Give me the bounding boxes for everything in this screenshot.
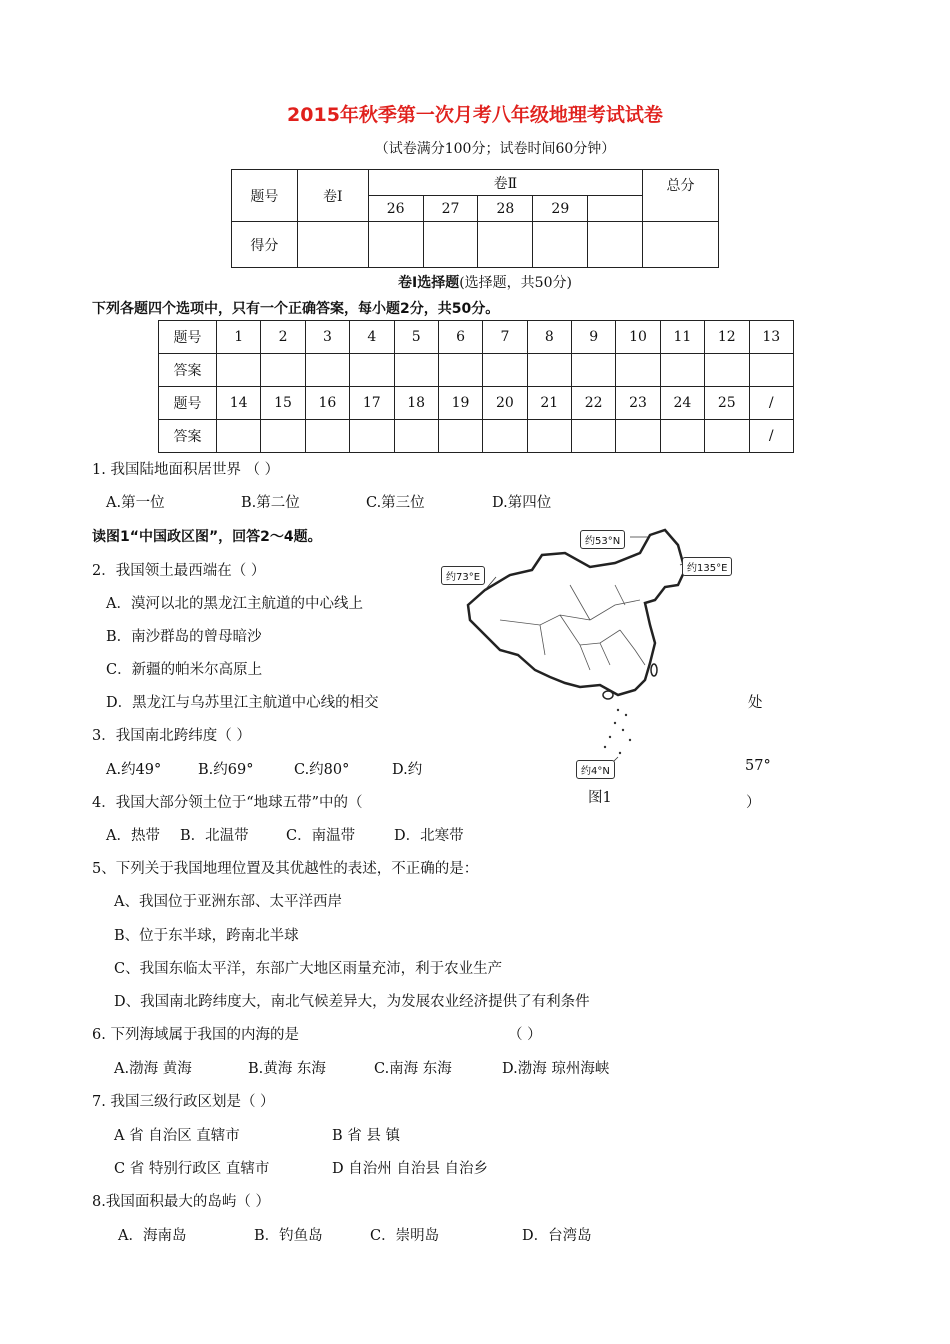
q7-option-b: B 省 县 镇 [332,1128,400,1144]
answer-table-number: / [749,387,794,420]
q7-option-a: A 省 自治区 直辖市 [114,1128,240,1144]
q2-stem: 2．我国领土最西端在（ ） [92,563,266,579]
q5-option-a: A、我国位于亚洲东部、太平洋西岸 [114,894,342,910]
answer-table [158,320,794,453]
q2-option-b: B．南沙群岛的曾母暗沙 [106,629,262,645]
answer-table-number: 9 [572,321,616,354]
answer-table-slash: / [749,420,794,453]
q1-option-d: D.第四位 [492,495,552,511]
q5-option-b: B、位于东半球，跨南北半球 [114,928,299,944]
score-cell[interactable] [588,222,643,268]
answer-cell[interactable] [527,420,571,453]
score-cell[interactable] [368,222,423,268]
answer-cell[interactable] [394,354,438,387]
answer-cell[interactable] [616,420,660,453]
score-table [231,169,719,268]
q7-option-d: D 自治州 自治县 自治乡 [332,1161,488,1177]
score-cell[interactable] [297,222,368,268]
score-table-num [588,196,643,222]
score-table-defen: 得分 [232,222,298,268]
q5-option-c: C、我国东临太平洋，东部广大地区雨量充沛，利于农业生产 [114,961,503,977]
q4-stem: 4．我国大部分领土位于“地球五带”中的（ [92,795,363,811]
answer-table-number: 6 [438,321,482,354]
answer-table-daan-label: 答案 [159,354,217,387]
answer-table-number: 7 [483,321,527,354]
answer-table-number: 17 [350,387,394,420]
map-label-73e: 约73°E [441,566,485,585]
q6-paren: （ ） [508,1027,542,1043]
taiwan-island [651,664,657,676]
answer-table-number: 20 [483,387,527,420]
answer-table-number: 16 [305,387,349,420]
answer-cell[interactable] [572,354,616,387]
answer-cell[interactable] [305,354,349,387]
score-table-num: 26 [368,196,423,222]
answer-cell[interactable] [660,420,704,453]
answer-table-number: 19 [438,387,482,420]
answer-table-number: 14 [217,387,261,420]
south-sea-islands [604,709,631,754]
answer-cell[interactable] [616,354,660,387]
q8-option-a: A．海南岛 [118,1228,187,1244]
q8-option-c: C．崇明岛 [370,1228,440,1244]
answer-cell[interactable] [705,354,749,387]
answer-table-tihao-label: 题号 [159,387,217,420]
answer-cell[interactable] [350,354,394,387]
score-cell[interactable] [533,222,588,268]
score-table-tihao: 题号 [232,170,298,222]
section1-title-bold: 卷Ⅰ选择题 [398,275,460,291]
q1-option-b: B.第二位 [241,495,300,511]
answer-cell[interactable] [483,420,527,453]
q4-close-paren: ） [746,795,761,811]
answer-table-number: 21 [527,387,571,420]
answer-table-number: 11 [660,321,704,354]
answer-table-number: 12 [705,321,749,354]
q8-option-d: D．台湾岛 [522,1228,592,1244]
q2-option-c: C．新疆的帕米尔高原上 [106,662,263,678]
page-subtitle: （试卷满分100分；试卷时间60分钟） [374,141,616,157]
q8-option-b: B．钓鱼岛 [254,1228,323,1244]
q2-option-d: D．黑龙江与乌苏里江主航道中心线的相交 [106,695,379,711]
q3-option-a: A.约49° [106,762,162,778]
q4-option-d: D．北寒带 [394,828,464,844]
q1-stem: 1. 我国陆地面积居世界 （ ） [92,462,280,478]
score-table-num: 27 [423,196,478,222]
answer-table-number: 4 [350,321,394,354]
score-table-juan1: 卷Ⅰ [297,170,368,222]
q4-option-c: C．南温带 [286,828,356,844]
score-cell[interactable] [478,222,533,268]
answer-cell[interactable] [394,420,438,453]
answer-table-number: 23 [616,387,660,420]
map-caption: 图1 [588,790,612,806]
answer-cell[interactable] [483,354,527,387]
answer-table-number: 10 [616,321,660,354]
answer-table-tihao-label: 题号 [159,321,217,354]
q1-option-c: C.第三位 [366,495,425,511]
answer-cell[interactable] [749,354,794,387]
q7-option-c: C 省 特别行政区 直辖市 [114,1161,270,1177]
q8-stem: 8.我国面积最大的岛屿（ ） [92,1194,270,1210]
answer-cell[interactable] [527,354,571,387]
instruction: 下列各题四个选项中，只有一个正确答案，每小题2分，共50分。 [92,301,500,317]
answer-cell[interactable] [572,420,616,453]
q4-option-b: B．北温带 [180,828,249,844]
q6-option-c: C.南海 东海 [374,1061,452,1077]
answer-cell[interactable] [705,420,749,453]
answer-cell[interactable] [261,354,305,387]
q2-option-d-tail: 处 [748,695,763,711]
hainan-island [603,691,613,699]
answer-table-number: 8 [527,321,571,354]
page-title: 2015年秋季第一次月考八年级地理考试试卷 [287,104,663,126]
answer-cell[interactable] [438,420,482,453]
q1-option-a: A.第一位 [106,495,165,511]
q3-stem: 3．我国南北跨纬度（ ） [92,728,251,744]
q4-option-a: A．热带 [106,828,160,844]
score-cell[interactable] [423,222,478,268]
score-table-num: 29 [533,196,588,222]
answer-table-number: 13 [749,321,794,354]
q6-option-a: A.渤海 黄海 [114,1061,192,1077]
answer-table-daan-label: 答案 [159,420,217,453]
score-table-total: 总分 [643,170,719,222]
answer-table-number: 24 [660,387,704,420]
answer-table-number: 5 [394,321,438,354]
answer-cell[interactable] [217,354,261,387]
q5-option-d: D、我国南北跨纬度大，南北气候差异大，为发展农业经济提供了有利条件 [114,994,590,1010]
q5-stem: 5、下列关于我国地理位置及其优越性的表述，不正确的是： [92,861,479,877]
map-label-4n: 约4°N [576,760,615,779]
map-label-53n: 约53°N [580,530,625,549]
answer-table-number: 25 [705,387,749,420]
score-table-juan2: 卷Ⅱ [368,170,642,196]
section1-title-rest: (选择题，共50分) [459,275,572,291]
answer-table-number: 18 [394,387,438,420]
q3-option-d: D.约 [392,762,423,778]
section1-title [398,272,572,292]
answer-cell[interactable] [660,354,704,387]
read-map-instruction: 读图1“中国政区图”，回答2～4题。 [92,529,322,545]
q3-option-b: B.约69° [198,762,254,778]
q6-option-b: B.黄海 东海 [248,1061,326,1077]
answer-table-number: 15 [261,387,305,420]
answer-cell[interactable] [305,420,349,453]
q3-option-d-tail: 57° [745,758,771,774]
q6-option-d: D.渤海 琼州海峡 [502,1061,610,1077]
answer-table-number: 3 [305,321,349,354]
answer-table-number: 2 [261,321,305,354]
q7-stem: 7. 我国三级行政区划是（ ） [92,1094,275,1110]
answer-cell[interactable] [350,420,394,453]
score-cell[interactable] [643,222,719,268]
answer-cell[interactable] [261,420,305,453]
score-table-num: 28 [478,196,533,222]
answer-table-number: 1 [217,321,261,354]
answer-cell[interactable] [438,354,482,387]
q3-option-c: C.约80° [294,762,350,778]
map-label-135e: 约135°E [682,557,732,576]
q6-stem: 6. 下列海域属于我国的内海的是 [92,1027,299,1043]
answer-cell[interactable] [217,420,261,453]
answer-table-number: 22 [572,387,616,420]
q2-option-a: A．漠河以北的黑龙江主航道的中心线上 [106,596,363,612]
